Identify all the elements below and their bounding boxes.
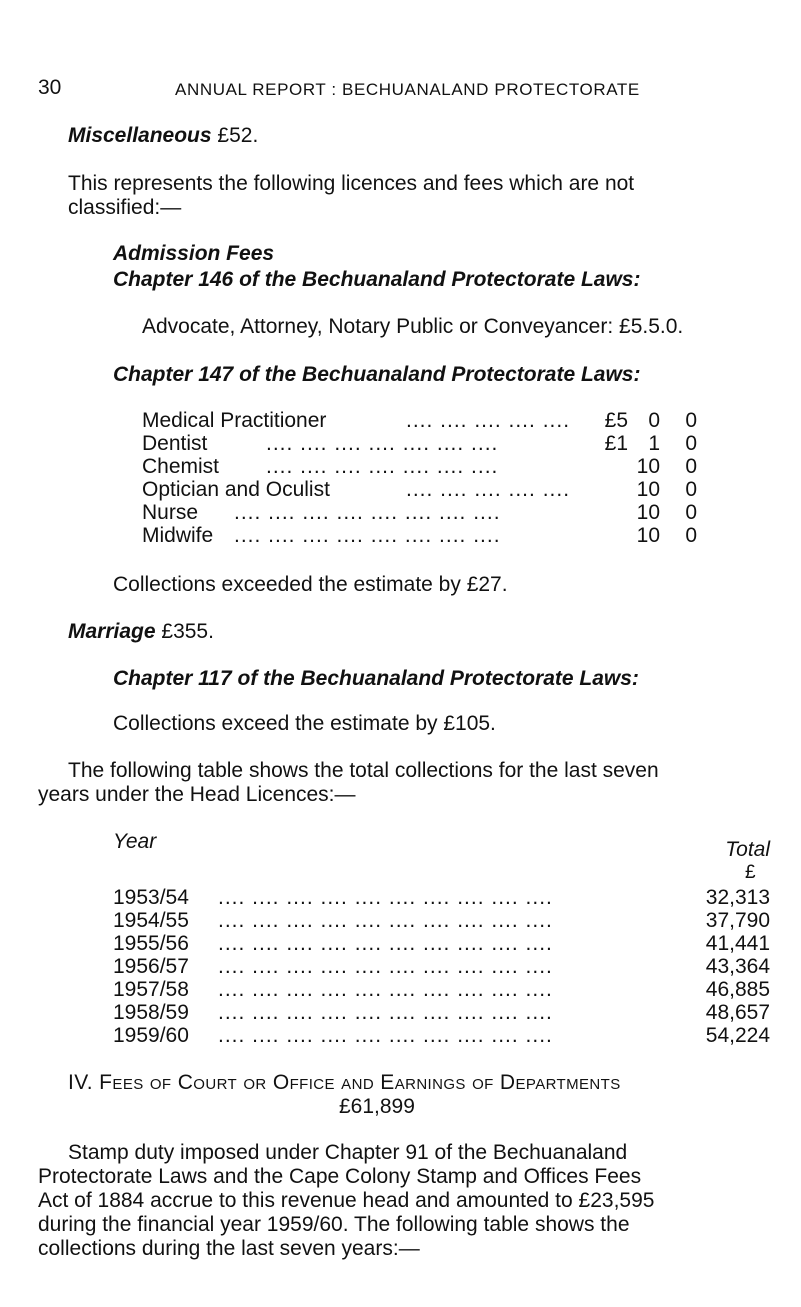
col-header-total: Total <box>725 838 770 861</box>
fee-row <box>142 455 702 479</box>
fee-row <box>142 478 702 502</box>
section4-para-line3: Act of 1884 accrue to this revenue head and amounted to £23,595 <box>38 1189 655 1212</box>
table-row-dots: .... .... .... .... .... .... .... .... .... .... <box>218 978 553 1001</box>
fee-row <box>142 524 702 548</box>
fee-pence: 0 <box>685 432 697 455</box>
fee-shillings: 0 <box>648 409 660 432</box>
fee-pence: 0 <box>685 478 697 501</box>
section4-para-line5: collections during the last seven years:— <box>38 1237 420 1260</box>
fee-dots: .... .... .... .... .... <box>406 478 571 501</box>
misc-para-line2: classified:— <box>68 196 182 219</box>
misc-para-line1: This represents the following licences and fees which are not <box>68 172 635 195</box>
chapter146-num: 146 <box>198 268 234 291</box>
marriage-heading <box>68 620 214 644</box>
table-row-dots: .... .... .... .... .... .... .... .... .... .... <box>218 886 553 909</box>
fee-dots: .... .... .... .... .... .... .... <box>266 432 499 455</box>
fee-pence: 0 <box>685 501 697 524</box>
table-row-total: 46,885 <box>705 978 770 1001</box>
table-row-total: 54,224 <box>705 1024 770 1047</box>
fee-dots: .... .... .... .... .... .... .... .... <box>234 524 501 547</box>
running-title: ANNUAL REPORT : BECHUANALAND PROTECTORATE <box>175 80 640 99</box>
table-row-year: 1958/59 <box>113 1001 189 1024</box>
fee-dots: .... .... .... .... .... <box>406 409 571 432</box>
collections-exceeded: Collections exceeded the estimate by £27. <box>113 573 508 596</box>
table-row-dots: .... .... .... .... .... .... .... .... .... .... <box>218 1024 553 1047</box>
section4-amount: £61,899 <box>339 1095 415 1118</box>
fee-shillings: 10 <box>636 501 660 524</box>
col-header-unit: £ <box>745 862 756 883</box>
chapter146-suffix: of the Bechuanaland Protectorate Laws: <box>233 268 641 291</box>
page-number: 30 <box>38 76 62 99</box>
fee-dots: .... .... .... .... .... .... .... <box>266 455 499 478</box>
fee-name: Dentist <box>142 432 208 455</box>
chapter147-num: 147 <box>198 363 234 386</box>
table-row-total: 32,313 <box>705 886 770 909</box>
admission-title: Admission Fees <box>113 242 275 265</box>
chapter147-prefix: Chapter <box>113 363 199 386</box>
table-row-year: 1959/60 <box>113 1024 189 1047</box>
fee-pence: 0 <box>685 455 697 478</box>
table-row-year: 1954/55 <box>113 909 189 932</box>
fee-pence: 0 <box>685 524 697 547</box>
table-row-dots: .... .... .... .... .... .... .... .... .... .... <box>218 955 553 978</box>
fee-shillings: 1 <box>648 432 660 455</box>
section4-title: IV. Fees of Court or Office and Earnings of Departments <box>68 1071 621 1094</box>
marriage-chapter: Chapter 117 of the Bechuanaland Protectorate Laws: <box>113 667 639 690</box>
fee-shillings: 10 <box>636 455 660 478</box>
table-row-total: 41,441 <box>705 932 770 955</box>
chapter146-prefix: Chapter <box>113 268 199 291</box>
table-row-dots: .... .... .... .... .... .... .... .... .... .... <box>218 1001 553 1024</box>
section4-para-line1: Stamp duty imposed under Chapter 91 of the Bechuanaland <box>68 1141 628 1164</box>
marriage-label: Marriage <box>68 620 156 643</box>
col-header-year: Year <box>113 830 157 853</box>
fee-pounds: £5 <box>604 409 628 432</box>
head-licences-intro-line2: years under the Head Licences:— <box>38 783 356 806</box>
misc-heading <box>68 124 258 148</box>
section4-para-line4: during the financial year 1959/60. The following table shows the <box>38 1213 630 1236</box>
chapter147-suffix: of the Bechuanaland Protectorate Laws: <box>233 363 641 386</box>
marriage-collections: Collections exceed the estimate by £105. <box>113 712 496 735</box>
fee-name: Chemist <box>142 455 220 478</box>
table-row-total: 48,657 <box>705 1001 770 1024</box>
admission-chapter146 <box>113 268 640 292</box>
table-row-dots: .... .... .... .... .... .... .... .... .... .... <box>218 932 553 955</box>
misc-heading-amount: £52. <box>217 124 259 147</box>
table-row-year: 1957/58 <box>113 978 189 1001</box>
misc-heading-label: Miscellaneous <box>68 124 212 147</box>
fee-shillings: 10 <box>636 478 660 501</box>
marriage-amount: £355. <box>161 620 214 643</box>
table-row-dots: .... .... .... .... .... .... .... .... .... .... <box>218 909 553 932</box>
table-row-year: 1956/57 <box>113 955 189 978</box>
table-row-total: 37,790 <box>705 909 770 932</box>
fee-name: Optician and Oculist <box>142 478 330 501</box>
advocate-line: Advocate, Attorney, Notary Public or Conveyancer: £5.5.0. <box>142 315 684 338</box>
fee-name: Nurse <box>142 501 199 524</box>
table-row-year: 1953/54 <box>113 886 189 909</box>
fee-pence: 0 <box>685 409 697 432</box>
table-row-total: 43,364 <box>705 955 770 978</box>
fee-name: Midwife <box>142 524 214 547</box>
fee-dots: .... .... .... .... .... .... .... .... <box>234 501 501 524</box>
fee-name: Medical Practitioner <box>142 409 327 432</box>
head-licences-intro-line1: The following table shows the total collections for the last seven <box>68 759 659 782</box>
section4-para-line2: Protectorate Laws and the Cape Colony Stamp and Offices Fees <box>38 1165 642 1188</box>
fee-row <box>142 501 702 525</box>
fee-pounds: £1 <box>604 432 628 455</box>
table-row-year: 1955/56 <box>113 932 189 955</box>
admission-chapter147 <box>113 363 640 387</box>
fee-shillings: 10 <box>636 524 660 547</box>
